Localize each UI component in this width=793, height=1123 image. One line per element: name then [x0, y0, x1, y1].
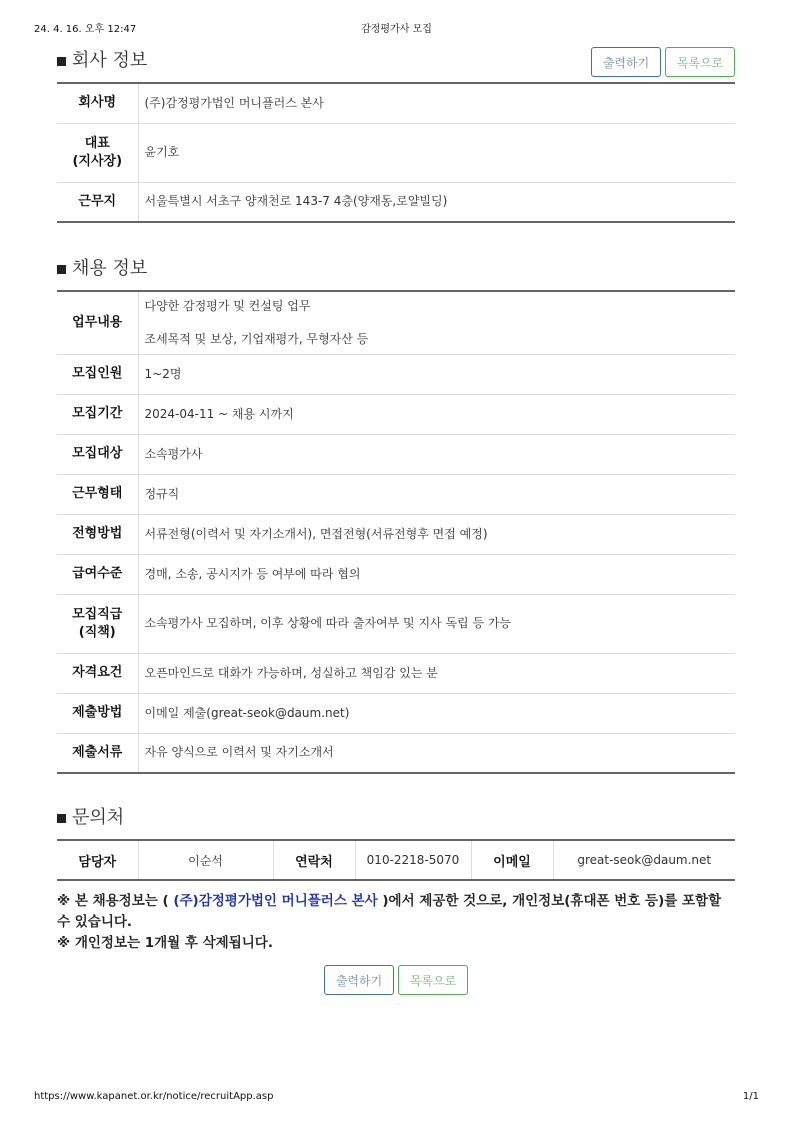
contact-section-header — [57, 801, 735, 831]
table-row — [57, 394, 735, 434]
email-label: 이메일 — [471, 840, 553, 880]
print-date: 24. 4. 16. 오후 12:47 — [34, 24, 137, 35]
recruit-section-header — [57, 252, 735, 282]
square-bullet-icon — [57, 814, 66, 823]
documents-label: 제출서류 — [57, 733, 138, 773]
recruit-section-title: 채용 정보 — [72, 258, 148, 279]
submission-method-label: 제출방법 — [57, 693, 138, 733]
table-row — [57, 693, 735, 733]
position-value: 소속평가사 모집하며, 이후 상황에 따라 출자여부 및 지사 독립 등 가능 — [138, 594, 735, 653]
headcount-label: 모집인원 — [57, 354, 138, 394]
bottom-button-group — [57, 965, 735, 995]
email-value: great-seok@daum.net — [577, 853, 712, 867]
manager-value: 이순석 — [138, 840, 273, 880]
phone-label: 연락처 — [273, 840, 355, 880]
notice-line-1 — [57, 891, 735, 933]
recruit-content — [57, 44, 735, 995]
job-description-label: 업무내용 — [57, 291, 138, 354]
print-button[interactable]: 출력하기 — [591, 47, 661, 77]
print-header — [34, 20, 759, 34]
job-description-line: 조세목적 및 보상, 기업재평가, 무형자산 등 — [144, 331, 369, 346]
recruit-info-table — [57, 290, 735, 774]
page-number: 1/1 — [742, 1091, 759, 1102]
target-label: 모집대상 — [57, 434, 138, 474]
notice-company-name: (주)감정평가법인 머니플러스 본사 — [173, 893, 378, 909]
notice-suffix: )에서 제공한 것으로, 개인정보(휴대폰 번호 등)를 포함할 수 있습니다. — [57, 893, 722, 930]
table-row — [57, 474, 735, 514]
job-description-value — [138, 291, 735, 354]
company-section-header — [57, 44, 735, 74]
contact-section-title: 문의처 — [72, 807, 125, 828]
table-row — [57, 733, 735, 773]
notice-prefix: ※ 본 채용정보는 ( — [57, 893, 174, 909]
job-description-line: 다양한 감정평가 및 컨설팅 업무 — [144, 298, 311, 313]
representative-label: 대표 (지사장) — [57, 123, 138, 182]
back-to-list-button[interactable]: 목록으로 — [665, 47, 735, 77]
target-value: 소속평가사 — [138, 434, 735, 474]
table-row — [57, 123, 735, 182]
contact-table — [57, 839, 735, 881]
page-url: https://www.kapanet.or.kr/notice/recruitApp.asp — [34, 1091, 274, 1102]
employment-type-label: 근무형태 — [57, 474, 138, 514]
period-label: 모집기간 — [57, 394, 138, 434]
company-info-table — [57, 82, 735, 223]
square-bullet-icon — [57, 57, 66, 66]
print-button-bottom[interactable]: 출력하기 — [324, 965, 394, 995]
table-row — [57, 594, 735, 653]
notice-line-2: ※ 개인정보는 1개월 후 삭제됩니다. — [57, 935, 273, 951]
qualification-value: 오픈마인드로 대화가 가능하며, 성실하고 책임감 있는 분 — [138, 653, 735, 693]
submission-method-value: 이메일 제출(great-seok@daum.net) — [138, 693, 735, 733]
employment-type-value: 정규직 — [138, 474, 735, 514]
manager-label: 담당자 — [57, 840, 138, 880]
table-row — [57, 840, 735, 880]
company-name-value: (주)감정평가법인 머니플러스 본사 — [138, 83, 735, 123]
qualification-label: 자격요건 — [57, 653, 138, 693]
salary-label: 급여수준 — [57, 554, 138, 594]
square-bullet-icon — [57, 265, 66, 274]
table-row — [57, 653, 735, 693]
representative-value: 윤기호 — [138, 123, 735, 182]
headcount-value: 1~2명 — [138, 354, 735, 394]
screening-value: 서류전형(이력서 및 자기소개서), 면접전형(서류전형후 면접 예정) — [138, 514, 735, 554]
table-row — [57, 291, 735, 354]
table-row — [57, 434, 735, 474]
workplace-label: 근무지 — [57, 182, 138, 222]
phone-value: 010-2218-5070 — [355, 840, 471, 880]
company-name-label: 회사명 — [57, 83, 138, 123]
table-row — [57, 182, 735, 222]
table-row — [57, 554, 735, 594]
print-footer — [34, 1091, 759, 1105]
period-value: 2024-04-11 ~ 채용 시까지 — [138, 394, 735, 434]
documents-value: 자유 양식으로 이력서 및 자기소개서 — [144, 745, 334, 760]
salary-value: 경매, 소송, 공시지가 등 여부에 따라 협의 — [138, 554, 735, 594]
back-to-list-button-bottom[interactable]: 목록으로 — [398, 965, 468, 995]
top-button-group — [591, 47, 735, 77]
position-label: 모집직급 (직책) — [57, 594, 138, 653]
workplace-value: 서울특별시 서초구 양재천로 143-7 4층(양재동,로얄빌딩) — [144, 194, 448, 209]
privacy-notice — [57, 891, 735, 954]
table-row — [57, 83, 735, 123]
company-section-title: 회사 정보 — [72, 50, 148, 71]
print-doc-title: 감정평가사 모집 — [361, 24, 432, 35]
table-row — [57, 354, 735, 394]
screening-label: 전형방법 — [57, 514, 138, 554]
table-row — [57, 514, 735, 554]
